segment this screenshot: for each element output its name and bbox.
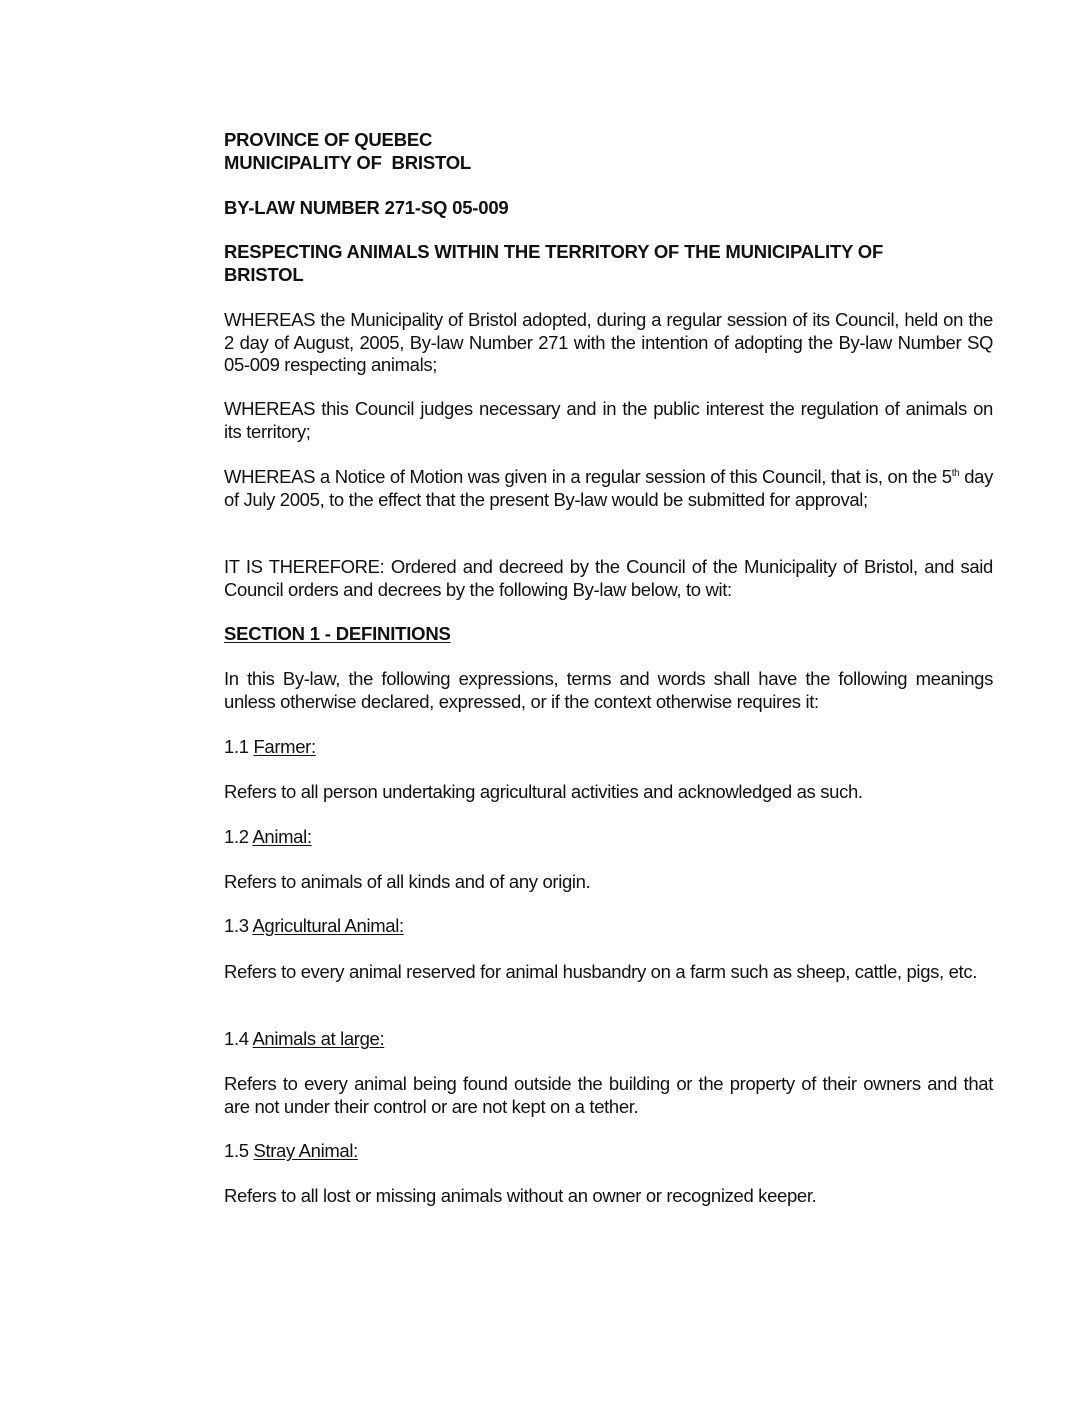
definition-term-label: Agricultural Animal: bbox=[252, 915, 404, 936]
bylaw-number: BY-LAW NUMBER 271-SQ 05-009 bbox=[224, 197, 509, 218]
whereas-paragraph-1: WHEREAS the Municipality of Bristol adopted, during a regular session of its Council, held on the 2 day of August, 2005, By-law Number 271 with the intention of adopting the By-law Number SQ 05-009 respecting animals; bbox=[224, 309, 993, 375]
province-label: PROVINCE OF QUEBEC bbox=[224, 129, 433, 150]
definition-term-label: Animals at large: bbox=[252, 1028, 385, 1049]
whereas-paragraph-3 bbox=[224, 466, 993, 511]
definition-term-label: Stray Animal: bbox=[253, 1140, 358, 1161]
section-1-title: SECTION 1 - DEFINITIONS bbox=[224, 623, 451, 644]
whereas-3-text-start: WHEREAS a Notice of Motion was given in a regular session of this Council, that is, on the 5 bbox=[224, 466, 952, 487]
definition-term-4 bbox=[224, 1028, 993, 1051]
header-block bbox=[224, 129, 993, 174]
definition-term-2 bbox=[224, 826, 993, 849]
definition-term-3 bbox=[224, 915, 993, 938]
definition-number: 1.1 bbox=[224, 736, 254, 757]
definition-text-2: Refers to animals of all kinds and of any origin. bbox=[224, 871, 591, 892]
definition-number: 1.4 bbox=[224, 1028, 253, 1049]
municipality-label: MUNICIPALITY OF BRISTOL bbox=[224, 151, 472, 173]
definition-text-4: Refers to every animal being found outside the building or the property of their owners and that are not under their control or are not kept on a tether. bbox=[224, 1073, 993, 1117]
definition-term-1 bbox=[224, 736, 993, 759]
definition-term-label: Animal: bbox=[252, 826, 312, 847]
definition-text-5: Refers to all lost or missing animals without an owner or recognized keeper. bbox=[224, 1185, 817, 1206]
definition-text-3: Refers to every animal reserved for animal husbandry on a farm such as sheep, cattle, pigs, etc. bbox=[224, 961, 978, 982]
definition-number: 1.2 bbox=[224, 826, 253, 847]
definitions-intro: In this By-law, the following expressions, terms and words shall have the following meanings unless otherwise declared, expressed, or if the context otherwise requires it: bbox=[224, 668, 993, 712]
ordinal-suffix: th bbox=[951, 468, 960, 479]
definition-number: 1.5 bbox=[224, 1140, 254, 1161]
whereas-3-text-end: day of July 2005, to the effect that the present By-law would be submitted for approval; bbox=[224, 466, 993, 510]
therefore-paragraph: IT IS THEREFORE: Ordered and decreed by the Council of the Municipality of Bristol, and said Council orders and decrees by the following By-law below, to wit: bbox=[224, 556, 993, 600]
bylaw-title: RESPECTING ANIMALS WITHIN THE TERRITORY OF THE MUNICIPALITY OF BRISTOL bbox=[224, 241, 884, 285]
definition-term-5 bbox=[224, 1140, 993, 1163]
whereas-paragraph-2: WHEREAS this Council judges necessary and in the public interest the regulation of animals on its territory; bbox=[224, 398, 993, 442]
definition-number: 1.3 bbox=[224, 915, 253, 936]
section-heading bbox=[224, 623, 993, 646]
definition-term-label: Farmer: bbox=[253, 736, 316, 757]
definition-text-1: Refers to all person undertaking agricultural activities and acknowledged as such. bbox=[224, 781, 863, 802]
